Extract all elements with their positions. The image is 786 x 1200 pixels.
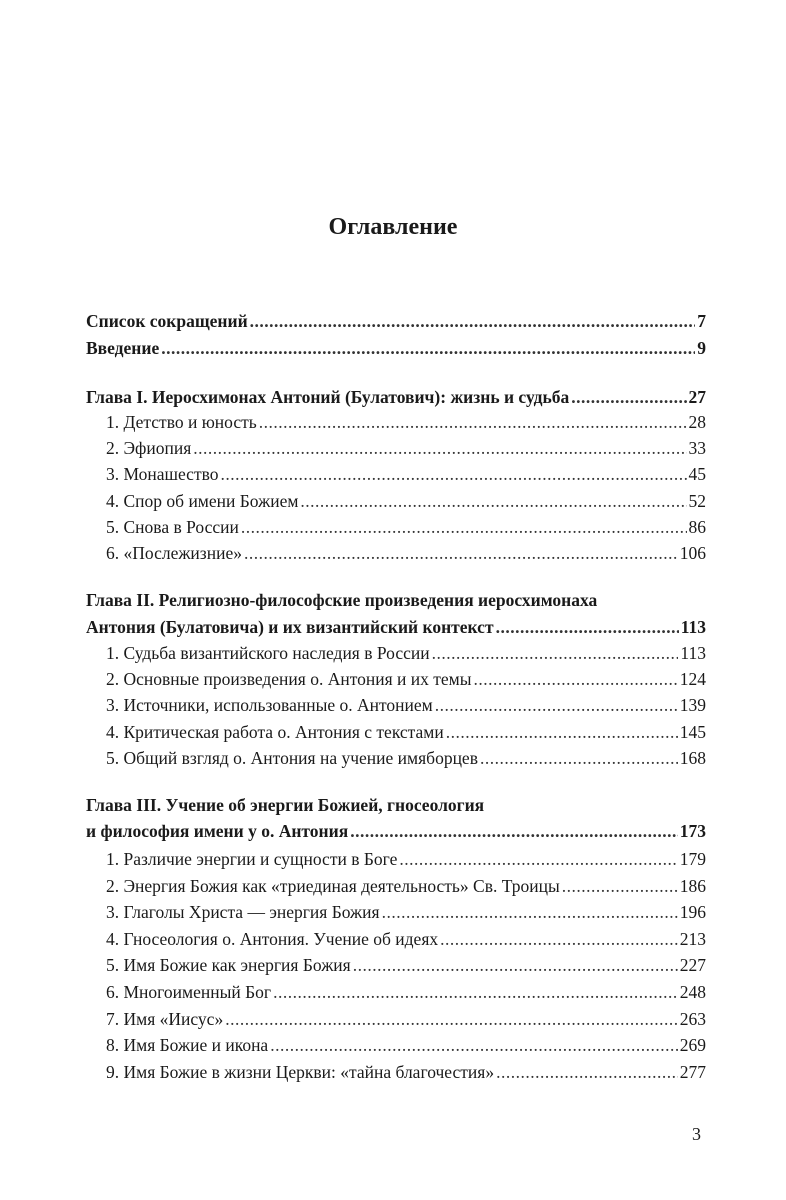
dot-leader xyxy=(496,616,679,638)
dot-leader xyxy=(399,848,677,870)
toc-entry-label: 5. Снова в России xyxy=(106,516,239,537)
dot-leader xyxy=(161,337,695,359)
toc-entry-label: Введение xyxy=(86,338,160,358)
toc-entry-label: 1. Различие энергии и сущности в Боге xyxy=(106,849,398,869)
toc-entry-page: 173 xyxy=(679,821,706,841)
toc-section-entry xyxy=(106,928,706,950)
dot-leader xyxy=(562,875,678,897)
toc-entry-label: 7. Имя «Иисус» xyxy=(106,1008,224,1029)
toc-section-entry xyxy=(106,694,706,716)
toc-entry-label: 5. Имя Божие как энергия Божия xyxy=(106,955,351,976)
toc-entry-page: 52 xyxy=(688,490,706,511)
dot-leader xyxy=(241,516,687,538)
toc-entry-label: 9. Имя Божие в жизни Церкви: «тайна благочестия» xyxy=(106,1061,495,1082)
dot-leader xyxy=(474,668,678,690)
toc-chapter-entry xyxy=(86,386,706,408)
dot-leader xyxy=(382,901,678,923)
toc-section-entry xyxy=(106,411,706,433)
toc-entry-label: 3. Глаголы Христа — энергия Божия xyxy=(106,902,380,923)
toc-entry-label: 4. Спор об имени Божием xyxy=(106,490,299,511)
toc-entry-page: 269 xyxy=(679,1035,706,1056)
toc-entry-page: 106 xyxy=(679,543,706,563)
toc-section-entry xyxy=(106,848,706,870)
dot-leader xyxy=(571,386,686,408)
toc-entry-label: 8. Имя Божие и икона xyxy=(106,1035,269,1056)
chapter-title-line: Глава III. Учение об энергии Божией, гносеология xyxy=(86,795,485,815)
toc-section-entry xyxy=(106,642,706,664)
toc-entry-label: и философия имени у о. Антония xyxy=(86,821,349,841)
toc-entry-page: 186 xyxy=(679,875,706,896)
toc-entry-label: 3. Монашество xyxy=(106,464,219,485)
dot-leader xyxy=(480,747,678,769)
dot-leader xyxy=(221,463,687,485)
dot-leader xyxy=(259,411,687,433)
toc-entry-page: 33 xyxy=(688,438,706,459)
toc-entry-page: 27 xyxy=(688,387,706,407)
toc-section-entry xyxy=(106,1061,706,1083)
toc-entry-label: 2. Основные произведения о. Антония и их темы xyxy=(106,669,472,690)
toc-entry-page: 139 xyxy=(679,695,706,716)
toc-entry-label: 4. Гносеология о. Антония. Учение об идеях xyxy=(106,928,439,949)
toc-section-entry xyxy=(106,981,706,1003)
toc-entry-label: 4. Критическая работа о. Антония с текстами xyxy=(106,721,444,742)
toc-chapter-entry xyxy=(86,820,706,842)
toc-entry-page: 179 xyxy=(679,849,706,869)
toc-entry-page: 248 xyxy=(679,982,706,1002)
toc-section-entry xyxy=(106,875,706,897)
toc-section-entry xyxy=(106,437,706,459)
dot-leader xyxy=(273,981,678,1003)
dot-leader xyxy=(300,490,686,512)
toc-entry-label: Глава I. Иеросхимонах Антоний (Булатович): жизнь и судьба xyxy=(86,387,570,407)
toc-entry-page: 45 xyxy=(688,464,706,485)
toc-front-entry xyxy=(86,310,706,332)
toc-section-entry xyxy=(106,542,706,564)
toc-chapter-entry xyxy=(86,616,706,638)
dot-leader xyxy=(350,820,678,842)
toc-entry-label: 2. Эфиопия xyxy=(106,438,192,459)
toc-entry-page: 213 xyxy=(679,928,706,949)
dot-leader xyxy=(496,1061,678,1083)
toc-entry-page: 168 xyxy=(679,747,706,768)
toc-section-entry xyxy=(106,1008,706,1030)
toc-front-entry xyxy=(86,337,706,359)
chapter-title-line: Глава II. Религиозно-философские произведения иеросхимонаха xyxy=(86,590,598,610)
toc-section-entry xyxy=(106,954,706,976)
toc-section-entry xyxy=(106,901,706,923)
toc-section-entry xyxy=(106,668,706,690)
toc-entry-page: 145 xyxy=(679,721,706,742)
toc-entry-page: 196 xyxy=(679,902,706,923)
dot-leader xyxy=(225,1008,678,1030)
toc-entry-label: 5. Общий взгляд о. Антония на учение имяборцев xyxy=(106,747,478,768)
toc-section-entry xyxy=(106,516,706,538)
dot-leader xyxy=(270,1034,678,1056)
toc-section-entry xyxy=(106,1034,706,1056)
toc-entry-label: 6. Многоименный Бог xyxy=(106,982,272,1002)
toc-entry-label: Антония (Булатовича) и их византийский контекст xyxy=(86,617,494,637)
dot-leader xyxy=(440,928,678,950)
toc-entry-label: 3. Источники, использованные о. Антонием xyxy=(106,695,433,716)
toc-entry-page: 113 xyxy=(680,617,706,637)
toc-entry-page: 263 xyxy=(679,1008,706,1029)
toc-section-entry xyxy=(106,721,706,743)
toc-entry-page: 9 xyxy=(697,338,706,358)
toc-section-entry xyxy=(106,747,706,769)
toc-entry-page: 28 xyxy=(688,412,706,432)
toc-entry-page: 113 xyxy=(680,643,706,663)
page-number: 3 xyxy=(692,1124,701,1144)
toc-entry-page: 124 xyxy=(679,669,706,690)
dot-leader xyxy=(250,310,696,332)
toc-entry-label: 1. Детство и юность xyxy=(106,412,257,432)
toc-entry-page: 7 xyxy=(697,311,706,331)
toc-entry-page: 86 xyxy=(688,516,706,537)
toc-entry-page: 277 xyxy=(679,1061,706,1082)
page-title: Оглавление xyxy=(328,214,458,240)
toc-section-entry xyxy=(106,490,706,512)
dot-leader xyxy=(193,437,686,459)
toc-entry-label: 6. «Послежизние» xyxy=(106,543,242,563)
dot-leader xyxy=(432,642,679,664)
dot-leader xyxy=(353,954,678,976)
toc-entry-label: 1. Судьба византийского наследия в России xyxy=(106,643,430,663)
dot-leader xyxy=(244,542,678,564)
toc-entry-label: 2. Энергия Божия как «триединая деятельность» Св. Троицы xyxy=(106,875,560,896)
toc-entry-label: Список сокращений xyxy=(86,311,248,331)
dot-leader xyxy=(435,694,678,716)
dot-leader xyxy=(446,721,678,743)
toc-entry-page: 227 xyxy=(679,955,706,976)
toc-section-entry xyxy=(106,463,706,485)
